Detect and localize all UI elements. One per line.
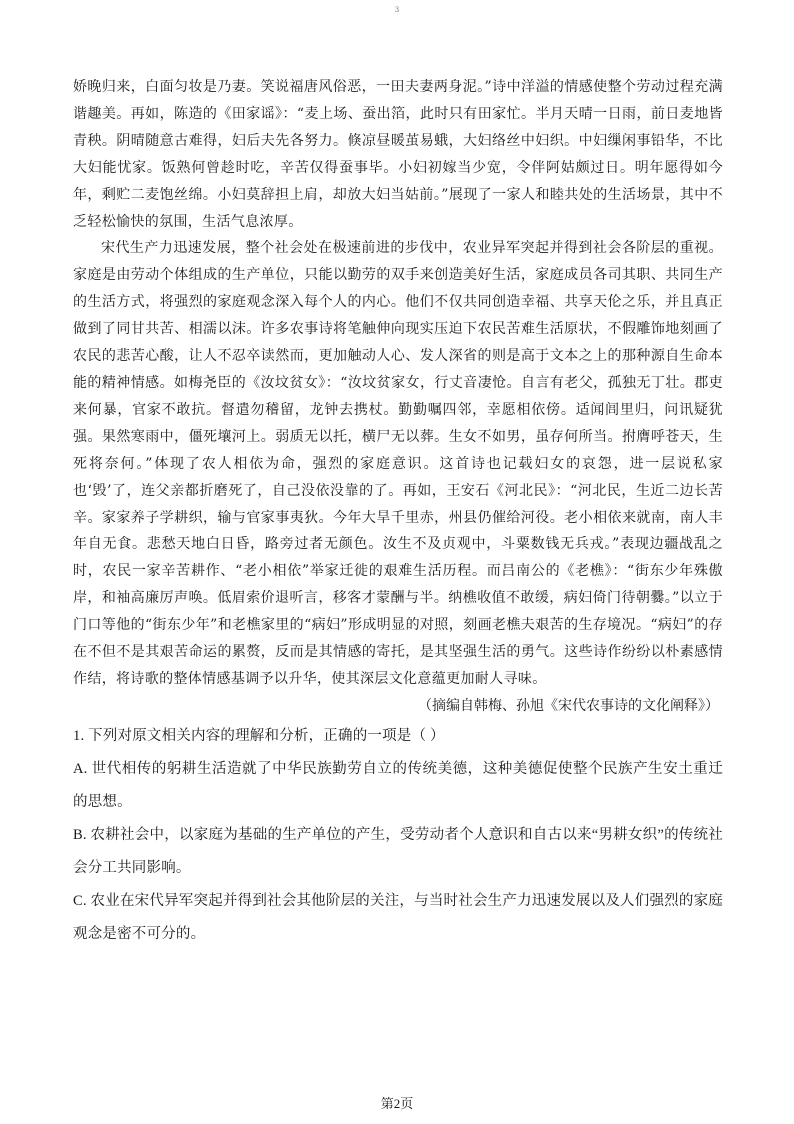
page-top-mark: 3 (394, 6, 400, 14)
question-stem: 1. 下列对原文相关内容的理解和分析，正确的一项是（ ） (73, 727, 445, 744)
question-option-a: A. 世代相传的躬耕生活造就了中华民族勤劳自立的传统美德，这种美德促使整个民族产生安土重迁的思想。 (73, 760, 723, 810)
article-source-citation: （摘编自韩梅、孙旭《宋代农事诗的文化阐释》） (418, 697, 719, 714)
question-option-b: B. 农耕社会中，以家庭为基础的生产单位的产生，受劳动者个人意识和自古以来“男耕女织”的传统社会分工共同影响。 (73, 826, 723, 876)
article-paragraph-1: 娇晚归来，白面匀妆是乃妻。笑说福唐风俗恶，一田夫妻两身泥。”诗中洋溢的情感使整个劳动过程充满谐趣美。再如，陈造的《田家谣》：“麦上场、蚕出箔，此时只有田家忙。半月天晴一日雨，前日麦地皆青秧。阴晴随意古难得，妇后夫先各努力。倏凉昼暖茧易蛾，大妇络丝中妇织。中妇缫闲事铅华，不比大妇能忧家。饭熟何曾趁时吃，辛苦仅得蚕事毕。小妇初嫁当少宽，令伴阿姑颇过日。明年愿得如今年，剩贮二麦饱丝绵。小妇莫辞担上肩，却放大妇当姑前。”展现了一家人和睦共处的生活场景，其中不乏轻松愉快的氛围，生活气息浓厚。 (73, 79, 723, 230)
article-paragraph-2: 宋代生产力迅速发展，整个社会处在极速前进的步伐中，农业异军突起并得到社会各阶层的重视。家庭是由劳动个体组成的生产单位，只能以勤劳的双手来创造美好生活，家庭成员各司其职、共同生产的生活方式，将强烈的家庭观念深入每个人的内心。他们不仅共同创造幸福、共享天伦之乐，并且真正做到了同甘共苦、相濡以沫。许多农事诗将笔触伸向现实压迫下农民苦难生活原状，不假雕饰地刻画了农民的悲苦心酸，让人不忍卒读然而，更加触动人心、发人深省的则是高于文本之上的那种源自生命本能的精神情感。如梅尧臣的《汝坟贫女》：“汝坟贫家女，行丈音凄怆。自言有老父，孤独无丁壮。郡吏来何暴，官家不敢抗。督遣勿稽留，龙钟去携杖。勤勤嘱四邻，幸愿相依傍。适闻闾里归，问讯疑犹强。果然寒雨中，僵死壤河上。弱质无以托，横尸无以葬。生女不如男，虽存何所当。拊膺呼苍天，生死将奈何。”体现了农人相依为命，强烈的家庭意识。这首诗也记载妇女的哀怨，进一层说私家也‘毁’了，连父亲都折磨死了，自己没依没靠的了。再如，王安石《河北民》：“河北民，生近二边长苦辛。家家养子学耕织，输与官家事夷狄。今年大旱千里赤，州县仍催给河役。老小相依来就南，南人丰年自无食。悲愁天地白日昏，路旁过者无颜色。汝生不及贞观中，斗粟数钱无兵戎。”表现边疆战乱之时，农民一家辛苦耕作、“老小相依”举家迁徙的艰难生活历程。而吕南公的《老樵》：“街东少年殊傲岸，和袖高廉厉声唤。低眉索价退听言，移客才蒙酬与半。纳樵收值不敢缓，病妇倚门待朝爨。”以立于门口等他的“街东少年”和老樵家里的“病妇”形成明显的对照，刻画老樵夫艰苦的生存境况。“病妇”的存在不但不是其艰苦命运的累赘，反而是其情感的寄托，是其坚强生活的勇气。这些诗作纷纷以朴素感情作结，将诗歌的整体情感基调予以升华，使其深层文化意蕴更加耐人寻味。 (73, 240, 723, 687)
question-option-c: C. 农业在宋代异军突起并得到社会其他阶层的关注，与当时社会生产力迅速发展以及人们强烈的家庭观念是密不可分的。 (73, 892, 723, 942)
question-block (73, 720, 723, 951)
document-page (73, 74, 723, 951)
page-number: 第2页 (380, 1096, 414, 1111)
